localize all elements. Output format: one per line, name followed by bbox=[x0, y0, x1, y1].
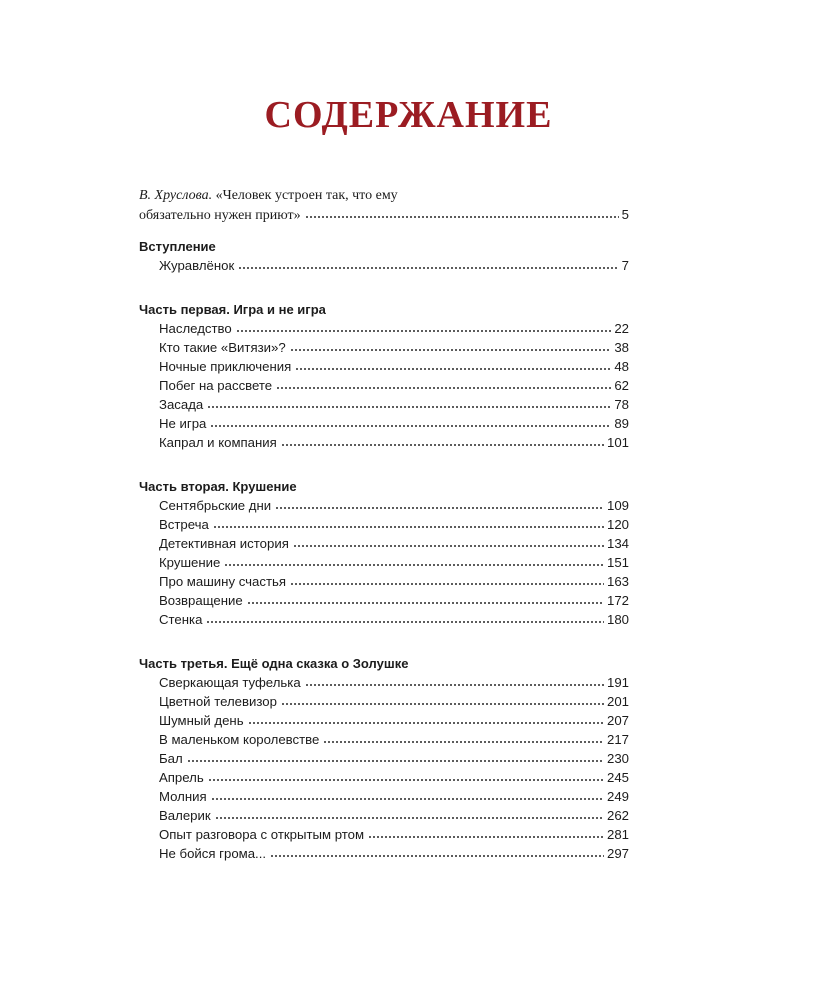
toc-entry-title: Крушение bbox=[159, 555, 221, 570]
toc-entry-title: Не бойся грома... bbox=[159, 846, 267, 861]
toc-entry-title: Молния bbox=[159, 789, 207, 804]
toc-entry[interactable] bbox=[139, 692, 629, 711]
dot-leader bbox=[236, 329, 612, 333]
dot-leader bbox=[305, 215, 619, 219]
toc-entry-title: Стенка bbox=[159, 612, 203, 627]
toc-entry-title: Сверкающая туфелька bbox=[159, 675, 301, 690]
toc-entry[interactable] bbox=[139, 256, 629, 275]
toc-entry[interactable] bbox=[139, 825, 629, 844]
toc-entry-page-number: 230 bbox=[606, 751, 629, 766]
toc-entry-page-number: 281 bbox=[606, 827, 629, 842]
dot-leader bbox=[281, 443, 604, 447]
dot-leader bbox=[275, 506, 604, 510]
toc-entry[interactable] bbox=[139, 395, 629, 414]
toc-entry[interactable] bbox=[139, 319, 629, 338]
intro-second-line bbox=[139, 205, 629, 225]
toc-entry[interactable] bbox=[139, 844, 629, 863]
dot-leader bbox=[238, 266, 618, 270]
dot-leader bbox=[247, 601, 604, 605]
toc-entry-page-number: 163 bbox=[606, 574, 629, 589]
toc-entry-page-number: 22 bbox=[614, 321, 629, 336]
toc-entry[interactable] bbox=[139, 376, 629, 395]
toc-entry-page-number: 297 bbox=[606, 846, 629, 861]
toc-entry[interactable] bbox=[139, 357, 629, 376]
dot-leader bbox=[290, 582, 604, 586]
toc-entry[interactable] bbox=[139, 711, 629, 730]
toc-entry-title: Шумный день bbox=[159, 713, 244, 728]
dot-leader bbox=[293, 544, 604, 548]
dot-leader bbox=[281, 702, 604, 706]
toc-entry-title: Капрал и компания bbox=[159, 435, 277, 450]
toc-entry[interactable] bbox=[139, 749, 629, 768]
toc-entry[interactable] bbox=[139, 730, 629, 749]
toc-entry[interactable] bbox=[139, 534, 629, 553]
toc-entry[interactable] bbox=[139, 673, 629, 692]
toc-entry[interactable] bbox=[139, 768, 629, 787]
dot-leader bbox=[210, 424, 611, 428]
toc-entry-page-number: 217 bbox=[606, 732, 629, 747]
toc-entry-page-number: 38 bbox=[614, 340, 629, 355]
toc-section bbox=[139, 237, 629, 275]
toc-entry-title: Бал bbox=[159, 751, 183, 766]
section-title[interactable]: Часть первая. Игра и не игра bbox=[139, 302, 326, 317]
intro-title-part1: «Человек устроен так, что ему bbox=[215, 188, 398, 203]
toc-entry[interactable] bbox=[139, 572, 629, 591]
toc-entry-page-number: 109 bbox=[606, 498, 629, 513]
toc-entry-title: Цветной телевизор bbox=[159, 694, 277, 709]
toc-entry[interactable] bbox=[139, 610, 629, 629]
toc-entry-title: Встреча bbox=[159, 517, 209, 532]
dot-leader bbox=[211, 797, 604, 801]
toc-entry-page-number: 48 bbox=[614, 359, 629, 374]
toc-entry-title: В маленьком королевстве bbox=[159, 732, 320, 747]
toc-entry-page-number: 101 bbox=[606, 435, 629, 450]
dot-leader bbox=[368, 835, 604, 839]
toc-entry-title: Про машину счастья bbox=[159, 574, 286, 589]
section-title[interactable]: Часть третья. Ещё одна сказка о Золушке bbox=[139, 656, 409, 671]
toc-entry[interactable] bbox=[139, 591, 629, 610]
toc-entry-title: Не игра bbox=[159, 416, 207, 431]
dot-leader bbox=[323, 740, 604, 744]
toc-entry[interactable] bbox=[139, 553, 629, 572]
toc-entry-page-number: 191 bbox=[606, 675, 629, 690]
toc-entry-page-number: 245 bbox=[606, 770, 629, 785]
toc-entry[interactable] bbox=[139, 496, 629, 515]
dot-leader bbox=[187, 759, 604, 763]
dot-leader bbox=[290, 348, 612, 352]
intro-title-part2: обязательно нужен приют» bbox=[139, 208, 301, 223]
dot-leader bbox=[224, 563, 604, 567]
toc-entry-title: Опыт разговора с открытым ртом bbox=[159, 827, 365, 842]
toc-section bbox=[139, 300, 629, 452]
intro-first-line bbox=[139, 186, 629, 205]
toc-entry-title: Журавлёнок bbox=[159, 258, 235, 273]
table-of-contents bbox=[139, 186, 629, 863]
toc-entry-title: Ночные приключения bbox=[159, 359, 292, 374]
toc-sections bbox=[139, 237, 629, 863]
toc-entry-title: Побег на рассвете bbox=[159, 378, 273, 393]
toc-entry-page-number: 249 bbox=[606, 789, 629, 804]
toc-entry-title: Сентябрьские дни bbox=[159, 498, 272, 513]
dot-leader bbox=[208, 778, 604, 782]
toc-section bbox=[139, 477, 629, 629]
toc-entry[interactable] bbox=[139, 338, 629, 357]
toc-entry-title: Валерик bbox=[159, 808, 211, 823]
section-title[interactable]: Вступление bbox=[139, 239, 216, 254]
toc-entry-page-number: 201 bbox=[606, 694, 629, 709]
toc-entry-page-number: 78 bbox=[614, 397, 629, 412]
toc-entry[interactable] bbox=[139, 414, 629, 433]
dot-leader bbox=[270, 854, 604, 858]
toc-entry-page-number: 62 bbox=[614, 378, 629, 393]
toc-entry-page-number: 7 bbox=[621, 258, 629, 273]
toc-entry[interactable] bbox=[139, 787, 629, 806]
section-title[interactable]: Часть вторая. Крушение bbox=[139, 479, 297, 494]
toc-entry-title: Возвращение bbox=[159, 593, 243, 608]
toc-entry[interactable] bbox=[139, 515, 629, 534]
toc-entry-page-number: 262 bbox=[606, 808, 629, 823]
toc-entry-title: Засада bbox=[159, 397, 204, 412]
toc-entry[interactable] bbox=[139, 433, 629, 452]
toc-entry-page-number: 151 bbox=[606, 555, 629, 570]
toc-entry-page-number: 89 bbox=[614, 416, 629, 431]
dot-leader bbox=[206, 620, 604, 624]
toc-intro-entry[interactable] bbox=[139, 186, 629, 225]
toc-entry-page-number: 207 bbox=[606, 713, 629, 728]
toc-entry-title: Наследство bbox=[159, 321, 232, 336]
toc-entry-page-number: 120 bbox=[606, 517, 629, 532]
dot-leader bbox=[215, 816, 604, 820]
toc-section bbox=[139, 654, 629, 863]
page-title: СОДЕРЖАНИЕ bbox=[264, 94, 553, 136]
toc-entry-title: Кто такие «Витязи»? bbox=[159, 340, 286, 355]
intro-page-number: 5 bbox=[621, 207, 629, 222]
dot-leader bbox=[276, 386, 611, 390]
toc-entry-title: Детективная история bbox=[159, 536, 289, 551]
intro-author: В. Хруслова. bbox=[139, 188, 213, 203]
toc-entry[interactable] bbox=[139, 806, 629, 825]
toc-entry-title: Апрель bbox=[159, 770, 204, 785]
dot-leader bbox=[305, 683, 604, 687]
dot-leader bbox=[248, 721, 604, 725]
dot-leader bbox=[295, 367, 611, 371]
dot-leader bbox=[207, 405, 611, 409]
toc-entry-page-number: 172 bbox=[606, 593, 629, 608]
toc-entry-page-number: 180 bbox=[606, 612, 629, 627]
toc-entry-page-number: 134 bbox=[606, 536, 629, 551]
dot-leader bbox=[213, 525, 604, 529]
